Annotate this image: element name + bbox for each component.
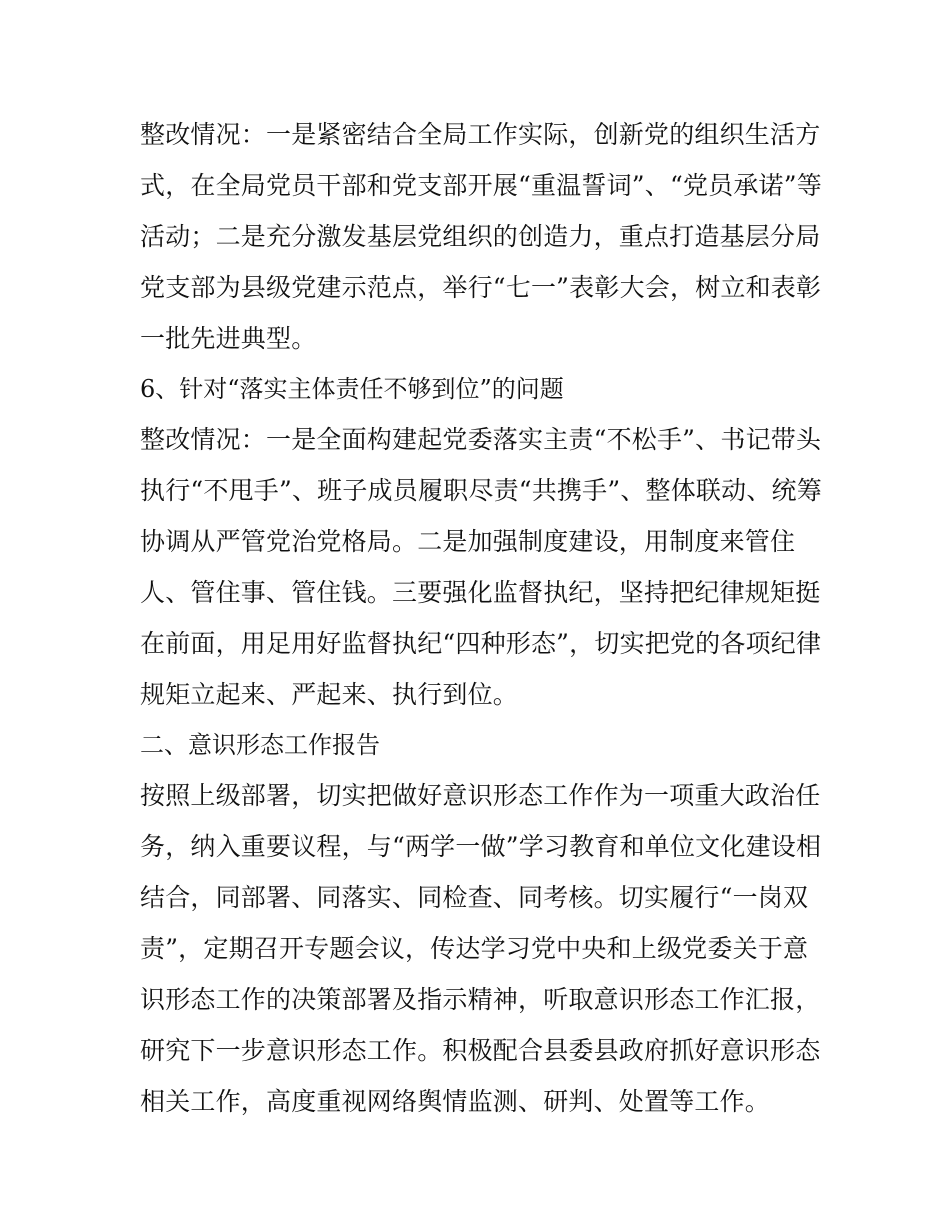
document-body	[140, 109, 822, 1127]
paragraph-line: 按照上级部署，切实把做好意识形态工作作为一项重大政治任	[140, 781, 821, 810]
paragraph-line: 相关工作，高度重视网络舆情监测、研判、处置等工作。	[140, 1087, 771, 1116]
section-heading-2: 二、意识形态工作报告	[140, 731, 380, 759]
paragraph-line: 整改情况：一是全面构建起党委落实主责“不松手”、书记带头	[140, 425, 822, 454]
paragraph-line: 结合，同部署、同落实、同检查、同考核。切实履行“一岗双	[140, 883, 809, 912]
paragraph-line: 式，在全局党员干部和党支部开展“重温誓词”、“党员承诺”等	[140, 171, 822, 200]
paragraph-line: 人、管住事、管住钱。三要强化监督执纪，坚持把纪律规矩挺	[140, 578, 821, 607]
paragraph-line: 执行“不甩手”、班子成员履职尽责“共携手”、整体联动、统筹	[140, 476, 822, 505]
paragraph-line: 务，纳入重要议程，与“两学一做”学习教育和单位文化建设相	[140, 832, 822, 861]
section-heading-6: 6、针对“落实主体责任不够到位”的问题	[140, 375, 564, 403]
paragraph-line: 整改情况：一是紧密结合全局工作实际，创新党的组织生活方	[140, 120, 821, 149]
paragraph-line: 活动；二是充分激发基层党组织的创造力，重点打造基层分局	[140, 222, 821, 251]
paragraph-line: 识形态工作的决策部署及指示精神，听取意识形态工作汇报，	[140, 985, 821, 1014]
paragraph-line: 规矩立起来、严起来、执行到位。	[140, 680, 519, 709]
paragraph-line: 责”，定期召开专题会议，传达学习党中央和上级党委关于意	[140, 934, 809, 963]
paragraph-line: 在前面，用足用好监督执纪“四种形态”，切实把党的各项纪律	[140, 629, 822, 658]
paragraph-line: 研究下一步意识形态工作。积极配合县委县政府抓好意识形态	[140, 1036, 821, 1065]
paragraph-line: 党支部为县级党建示范点，举行“七一”表彰大会，树立和表彰	[140, 273, 822, 302]
paragraph-line: 一批先进典型。	[140, 324, 317, 353]
paragraph-line: 协调从严管党治党格局。二是加强制度建设，用制度来管住	[140, 527, 796, 556]
